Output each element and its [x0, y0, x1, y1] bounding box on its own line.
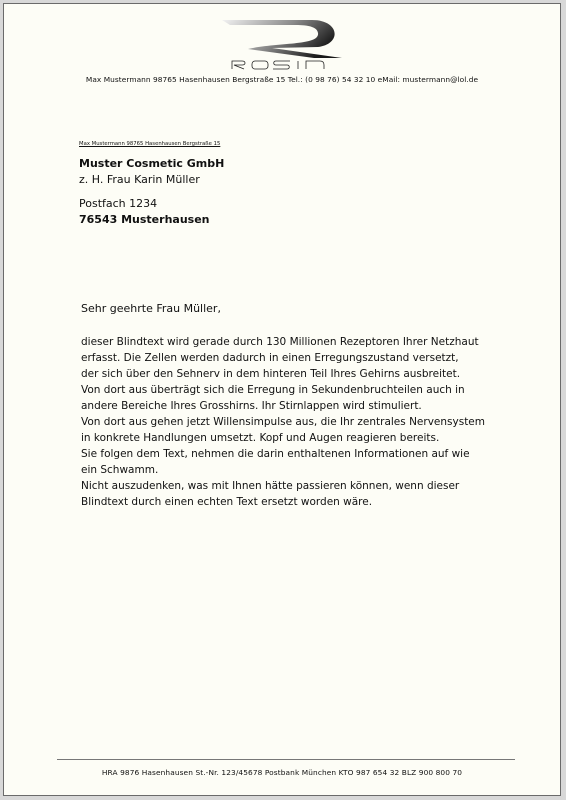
body-line: in konkrete Handlungen umsetzt. Kopf und Augen reagieren bereits. [81, 432, 440, 444]
body-line: dieser Blindtext wird gerade durch 130 Millionen Rezeptoren Ihrer Netzhaut [81, 336, 479, 348]
recipient-address [79, 156, 224, 228]
body-line: Blindtext durch einen echten Text ersetzt worden wäre. [81, 496, 373, 508]
body-line: Nicht auszudenken, was mit Ihnen hätte passieren können, wenn dieser [81, 480, 460, 492]
recipient-attention: z. H. Frau Karin Müller [79, 173, 200, 186]
body-line: Von dort aus überträgt sich die Erregung in Sekundenbruchteilen auch in [81, 384, 465, 396]
body-line: der sich über den Sehnerv in dem hinteren Teil Ihres Gehirns ausbreitet. [81, 368, 461, 380]
footer-company-info: HRA 9876 Hasenhausen St.-Nr. 123/45678 Postbank München KTO 987 654 32 BLZ 900 800 70 [101, 768, 463, 777]
sender-info-line: Max Mustermann 98765 Hasenhausen Bergstraße 15 Tel.: (0 98 76) 54 32 10 eMail: mustermann@lol.de [85, 75, 479, 84]
recipient-company: Muster Cosmetic GmbH [79, 157, 225, 170]
rosin-logo [218, 18, 348, 73]
body-line: ein Schwamm. [81, 464, 159, 476]
letter-body [81, 334, 485, 510]
salutation: Sehr geehrte Frau Müller, [81, 302, 221, 315]
return-address: Max Mustermann 98765 Hasenhausen Bergstraße 15 [79, 141, 221, 147]
letter-page [3, 3, 561, 796]
body-line: Sie folgen dem Text, nehmen die darin enthaltenen Informationen auf wie [81, 448, 470, 460]
footer-divider [57, 759, 515, 760]
body-line: Von dort aus gehen jetzt Willensimpulse aus, die Ihr zentrales Nervensystem [81, 416, 485, 428]
body-line: erfasst. Die Zellen werden dadurch in einen Erregungszustand versetzt, [81, 352, 459, 364]
body-line: andere Bereiche Ihres Grosshirns. Ihr Stirnlappen wird stimuliert. [81, 400, 422, 412]
logo-wordmark [232, 61, 324, 69]
logo-swoosh-shape [222, 20, 342, 58]
recipient-po-box: Postfach 1234 [79, 197, 158, 210]
recipient-city: 76543 Musterhausen [79, 213, 210, 226]
